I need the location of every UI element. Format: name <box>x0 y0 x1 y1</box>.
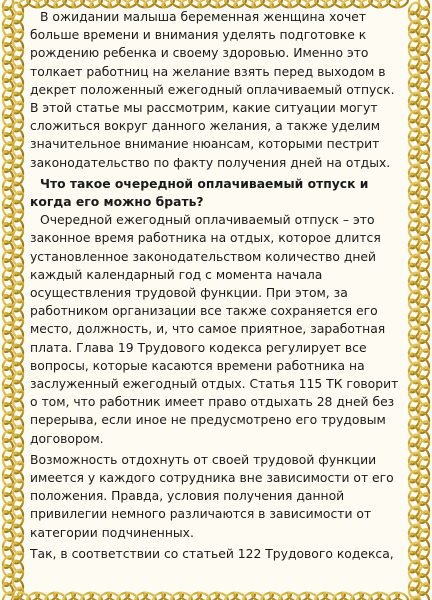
intro-paragraph: В ожидании малыша беременная женщина хочет больше времени и внимания уделять подготовке к рождению ребенка и своему здоровью. Именно это толкает работниц на желание взять перед выходом в декрет положенный ежегодный оплачиваемый отпуск. В этой статье мы рассмотрим, какие ситуации могут сложиться вокруг данного желания, а также уделим значительное внимание нюансам, которыми пестрит законодательство по факту получения дней на отдых. <box>30 10 395 170</box>
definition-paragraph: Очередной ежегодный оплачиваемый отпуск – это законное время работника на отдых, которое длится установленное законодательством количество дней каждый календарный год с момента начала осуществления трудовой функции. При этом, за работником организации все также сохраняется его место, должность, и, что самое приятное, заработная плата. Глава 19 Трудового кодекса регулирует все вопросы, которые касаются времени работника на заслуженный ежегодный отдых. Статья 115 ТК говорит о том, что работник имеет право отдыхать 28 дней без перерыва, если иное не предусмотрено его трудовым договором. <box>30 213 399 446</box>
possibility-paragraph: Возможность отдохнуть от своей трудовой функции имеется у каждого сотрудника вне зависимости от его положения. Правда, условия получения данной привилегии немного различаются в зависимости от категории подчиненных. <box>30 452 394 540</box>
section-heading: Что такое очередной оплачиваемый отпуск и когда его можно брать? <box>30 176 369 210</box>
cutoff-paragraph: Так, в соответствии со статьей 122 Трудового кодекса, <box>30 546 394 561</box>
article-body <box>30 8 406 596</box>
